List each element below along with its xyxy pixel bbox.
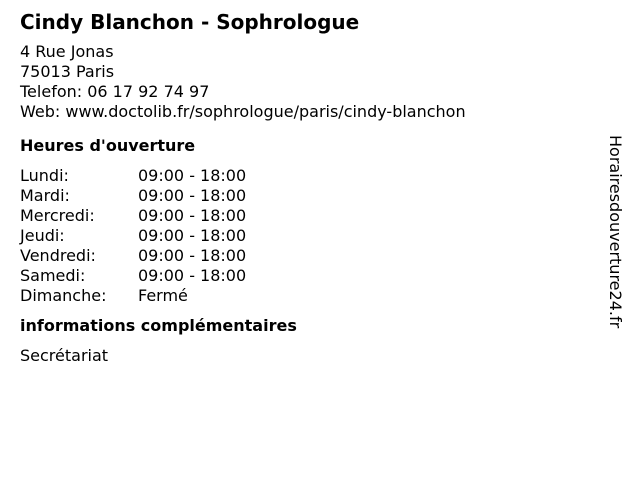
hours-row-vendredi <box>20 246 600 266</box>
time-range: 09:00 - 18:00 <box>138 206 247 225</box>
day-label: Samedi: <box>20 266 86 285</box>
business-title: Cindy Blanchon - Sophrologue <box>20 10 360 34</box>
hours-table <box>20 166 600 306</box>
extra-info-text: Secrétariat <box>20 346 109 365</box>
business-card <box>20 10 600 366</box>
hours-heading: Heures d'ouverture <box>20 136 196 155</box>
hours-row-mardi <box>20 186 600 206</box>
time-range: 09:00 - 18:00 <box>138 246 247 265</box>
site-watermark: Horairesdouverture24.fr <box>606 135 625 329</box>
hours-row-mercredi <box>20 206 600 226</box>
day-label: Jeudi: <box>20 226 65 245</box>
time-range: 09:00 - 18:00 <box>138 186 247 205</box>
time-range: 09:00 - 18:00 <box>138 166 247 185</box>
day-label: Mercredi: <box>20 206 95 225</box>
address-block <box>20 42 600 122</box>
hours-row-lundi <box>20 166 600 186</box>
day-label: Lundi: <box>20 166 69 185</box>
hours-row-dimanche <box>20 286 600 306</box>
city-postal: 75013 Paris <box>20 62 115 81</box>
time-range: 09:00 - 18:00 <box>138 226 247 245</box>
phone-number: Telefon: 06 17 92 74 97 <box>20 82 210 101</box>
hours-row-jeudi <box>20 226 600 246</box>
day-label: Vendredi: <box>20 246 96 265</box>
website: Web: www.doctolib.fr/sophrologue/paris/cindy-blanchon <box>20 102 466 121</box>
extra-info-heading: informations complémentaires <box>20 316 297 335</box>
time-range: Fermé <box>138 286 188 305</box>
hours-row-samedi <box>20 266 600 286</box>
street-address: 4 Rue Jonas <box>20 42 114 61</box>
day-label: Dimanche: <box>20 286 107 305</box>
time-range: 09:00 - 18:00 <box>138 266 247 285</box>
day-label: Mardi: <box>20 186 70 205</box>
